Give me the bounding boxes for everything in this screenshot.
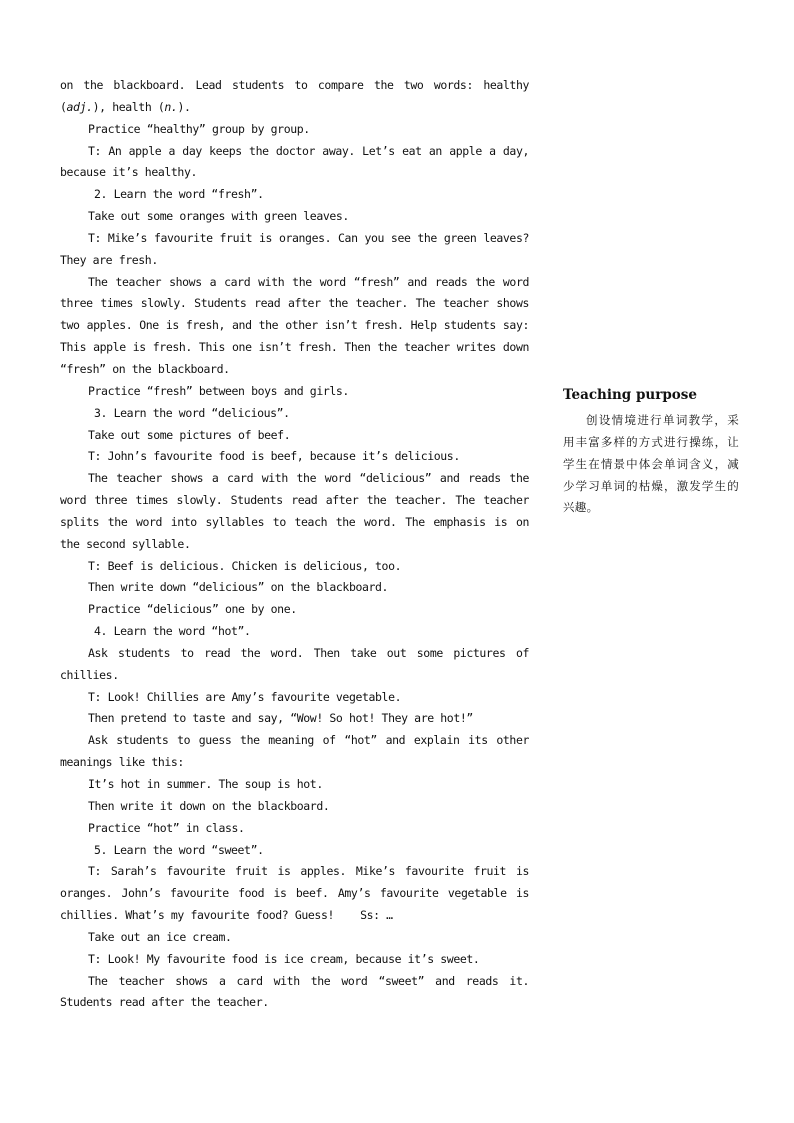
teaching-purpose-body: 创设情境进行单词教学，采用丰富多样的方式进行操练，让学生在情景中体会单词含义，减少学习单词的枯燥，激发学生的兴趣。 <box>563 413 739 515</box>
paragraph: It’s hot in summer. The soup is hot. <box>88 777 323 791</box>
paragraph: T: An apple a day keeps the doctor away. Let’s eat an apple a day, because it’s healthy. <box>60 143 536 180</box>
paragraph: Practice “healthy” group by group. <box>88 121 310 136</box>
paragraph: Ask students to read the word. Then take out some pictures of chillies. <box>60 645 536 682</box>
paragraph: Then write it down on the blackboard. <box>88 798 330 813</box>
paragraph: Take out some pictures of beef. <box>88 427 291 442</box>
paragraph: T: Sarah’s favourite fruit is apples. Mike’s favourite fruit is oranges. John’s favourite food is beef. Amy’s favourite vegetable is chillies. What’s my favourite food? Guess! Ss: … <box>60 864 536 923</box>
paragraph: T: Look! My favourite food is ice cream, because it’s sweet. <box>88 951 480 966</box>
paragraph: Then pretend to taste and say, “Wow! So hot! They are hot!” <box>88 711 473 726</box>
paragraph: Ask students to guess the meaning of “hot” and explain its other meanings like this: <box>60 733 536 770</box>
lesson-text <box>60 75 543 1014</box>
paragraph: Practice “hot” in class. <box>88 820 245 835</box>
step-heading: 2. Learn the word “fresh”. <box>94 187 264 202</box>
paragraph: The teacher shows a card with the word “sweet” and reads it. Students read after the teacher. <box>60 973 536 1010</box>
paragraph: T: Mike’s favourite fruit is oranges. Can you see the green leaves? They are fresh. <box>60 230 536 267</box>
paragraph: Practice “fresh” between boys and girls. <box>88 383 349 398</box>
paragraph: Then write down “delicious” on the blackboard. <box>88 580 389 595</box>
step-heading: 5. Learn the word “sweet”. <box>94 842 264 857</box>
paragraph: T: John’s favourite food is beef, because it’s delicious. <box>88 449 460 464</box>
step-heading: 3. Learn the word “delicious”. <box>94 405 290 420</box>
paragraph: T: Beef is delicious. Chicken is delicious, too. <box>88 558 402 573</box>
teaching-purpose-note <box>563 385 739 519</box>
paragraph: on the blackboard. Lead students to compare the two words: healthy (adj.), health (n.). <box>60 78 536 114</box>
paragraph: Practice “delicious” one by one. <box>88 602 297 617</box>
paragraph: T: Look! Chillies are Amy’s favourite vegetable. <box>88 689 402 704</box>
paragraph: Take out some oranges with green leaves. <box>88 209 349 224</box>
step-heading: 4. Learn the word “hot”. <box>94 624 251 639</box>
paragraph: Take out an ice cream. <box>88 929 232 944</box>
paragraph: The teacher shows a card with the word “fresh” and reads the word three times slowly. Students read after the teacher. The teacher shows two apples. One is fresh, and the other isn’t fresh. Help students say: This apple is fresh. This one isn’t fresh. Then the teacher writes down “fresh” on the blackboard. <box>60 274 543 376</box>
paragraph: The teacher shows a card with the word “delicious” and reads the word three times slowly. Students read after the teacher. The teacher splits the word into syllables to teach the word. The emphasis is on the second syllable. <box>60 471 536 551</box>
teaching-purpose-heading: Teaching purpose <box>563 387 697 403</box>
